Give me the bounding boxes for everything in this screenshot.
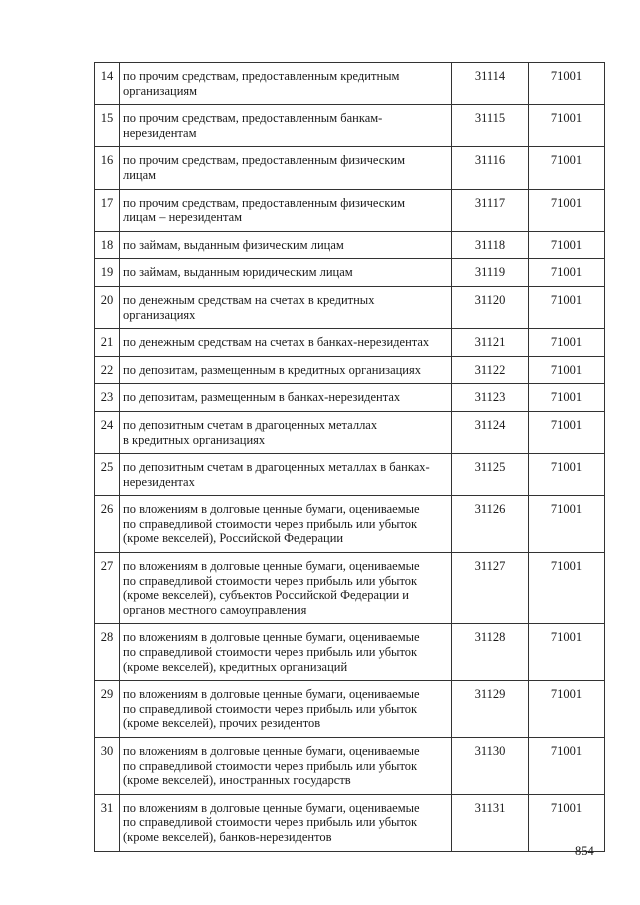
row-number: 20 — [95, 286, 120, 328]
row-description — [120, 105, 452, 147]
description-line: по прочим средствам, предоставленным банкам- — [123, 111, 383, 126]
symbol-code: 71001 — [529, 329, 605, 357]
symbol-code: 71001 — [529, 231, 605, 259]
description-line: по займам, выданным физическим лицам — [123, 237, 344, 252]
description-line: (кроме векселей), кредитных организаций — [123, 659, 348, 674]
description-line: по справедливой стоимости через прибыль или убыток — [123, 516, 418, 531]
table-row — [95, 411, 605, 453]
description-line: по вложениям в долговые ценные бумаги, оцениваемые — [123, 630, 420, 645]
table-row — [95, 231, 605, 259]
account-code: 31116 — [452, 147, 529, 189]
symbol-code: 71001 — [529, 794, 605, 851]
table-row — [95, 384, 605, 412]
row-number: 23 — [95, 384, 120, 412]
row-description — [120, 794, 452, 851]
symbol-code: 71001 — [529, 496, 605, 553]
description-line: по депозитам, размещенным в кредитных организациях — [123, 362, 421, 377]
table-row — [95, 624, 605, 681]
row-number: 22 — [95, 356, 120, 384]
accounts-table — [94, 62, 605, 852]
account-code: 31124 — [452, 411, 529, 453]
description-line: по прочим средствам, предоставленным кредитным — [123, 69, 400, 83]
description-line: по справедливой стоимости через прибыль или убыток — [123, 645, 418, 660]
table-row — [95, 259, 605, 287]
table-row — [95, 794, 605, 851]
table-row — [95, 286, 605, 328]
symbol-code: 71001 — [529, 454, 605, 496]
row-number: 24 — [95, 411, 120, 453]
row-number: 27 — [95, 553, 120, 624]
account-code: 31115 — [452, 105, 529, 147]
row-description — [120, 259, 452, 287]
row-description — [120, 454, 452, 496]
symbol-code: 71001 — [529, 411, 605, 453]
description-line: по денежным средствам на счетах в банках-нерезидентах — [123, 335, 430, 350]
table-row — [95, 329, 605, 357]
symbol-code: 71001 — [529, 681, 605, 738]
symbol-code: 71001 — [529, 553, 605, 624]
description-line: (кроме векселей), иностранных государств — [123, 773, 351, 788]
description-line: организациях — [123, 307, 196, 322]
account-code: 31119 — [452, 259, 529, 287]
description-line: по справедливой стоимости через прибыль или убыток — [123, 701, 418, 716]
row-description — [120, 286, 452, 328]
table-row — [95, 738, 605, 795]
row-number: 25 — [95, 454, 120, 496]
row-description — [120, 496, 452, 553]
description-line: (кроме векселей), прочих резидентов — [123, 716, 321, 731]
symbol-code: 71001 — [529, 63, 605, 105]
row-description — [120, 63, 452, 105]
row-number: 28 — [95, 624, 120, 681]
description-line: по вложениям в долговые ценные бумаги, оцениваемые — [123, 687, 420, 702]
description-line: органов местного самоуправления — [123, 602, 307, 617]
symbol-code: 71001 — [529, 286, 605, 328]
row-description — [120, 147, 452, 189]
account-code: 31121 — [452, 329, 529, 357]
symbol-code: 71001 — [529, 738, 605, 795]
description-line: по вложениям в долговые ценные бумаги, оцениваемые — [123, 502, 420, 517]
row-number: 30 — [95, 738, 120, 795]
description-line: лицам — [123, 167, 157, 182]
account-code: 31127 — [452, 553, 529, 624]
description-line: по вложениям в долговые ценные бумаги, оцениваемые — [123, 800, 420, 815]
description-line: по денежным средствам на счетах в кредитных — [123, 292, 375, 307]
row-description — [120, 231, 452, 259]
account-code: 31120 — [452, 286, 529, 328]
description-line: по прочим средствам, предоставленным физическим — [123, 153, 406, 168]
table-row — [95, 105, 605, 147]
description-line: по справедливой стоимости через прибыль или убыток — [123, 573, 418, 588]
table-row — [95, 147, 605, 189]
row-number: 14 — [95, 63, 120, 105]
symbol-code: 71001 — [529, 384, 605, 412]
row-number: 16 — [95, 147, 120, 189]
row-description — [120, 411, 452, 453]
symbol-code: 71001 — [529, 259, 605, 287]
row-number: 31 — [95, 794, 120, 851]
row-description — [120, 624, 452, 681]
table-row — [95, 681, 605, 738]
description-line: в кредитных организациях — [123, 432, 266, 447]
description-line: по депозитам, размещенным в банках-нерезидентах — [123, 390, 401, 405]
description-line: (кроме векселей), субъектов Российской Федерации и — [123, 588, 409, 603]
row-number: 21 — [95, 329, 120, 357]
description-line: лицам – нерезидентам — [123, 210, 243, 225]
symbol-code: 71001 — [529, 356, 605, 384]
account-code: 31128 — [452, 624, 529, 681]
row-description — [120, 553, 452, 624]
description-line: по вложениям в долговые ценные бумаги, оцениваемые — [123, 559, 420, 574]
table-row — [95, 63, 605, 105]
table-row — [95, 454, 605, 496]
description-line: нерезидентам — [123, 125, 197, 140]
description-line: (кроме векселей), Российской Федерации — [123, 531, 344, 546]
description-line: нерезидентах — [123, 474, 195, 489]
description-line: по займам, выданным юридическим лицам — [123, 265, 353, 280]
description-line: по справедливой стоимости через прибыль или убыток — [123, 758, 418, 773]
row-number: 18 — [95, 231, 120, 259]
table-row — [95, 553, 605, 624]
row-number: 15 — [95, 105, 120, 147]
row-number: 19 — [95, 259, 120, 287]
page-number: 854 — [575, 844, 594, 858]
row-description — [120, 356, 452, 384]
symbol-code: 71001 — [529, 147, 605, 189]
account-code: 31118 — [452, 231, 529, 259]
row-number: 26 — [95, 496, 120, 553]
symbol-code: 71001 — [529, 105, 605, 147]
account-code: 31129 — [452, 681, 529, 738]
account-code: 31122 — [452, 356, 529, 384]
row-number: 29 — [95, 681, 120, 738]
description-line: по вложениям в долговые ценные бумаги, оцениваемые — [123, 744, 420, 758]
description-line: организациям — [123, 83, 198, 98]
account-code: 31123 — [452, 384, 529, 412]
description-line: по справедливой стоимости через прибыль или убыток — [123, 815, 418, 830]
symbol-code: 71001 — [529, 624, 605, 681]
account-code: 31125 — [452, 454, 529, 496]
account-code: 31130 — [452, 738, 529, 795]
row-description — [120, 738, 452, 795]
symbol-code: 71001 — [529, 189, 605, 231]
row-number: 17 — [95, 189, 120, 231]
table-row — [95, 356, 605, 384]
description-line: по депозитным счетам в драгоценных металлах — [123, 417, 378, 432]
table-row — [95, 496, 605, 553]
description-line: по депозитным счетам в драгоценных металлах в банках- — [123, 460, 430, 475]
table-row — [95, 189, 605, 231]
account-code: 31126 — [452, 496, 529, 553]
account-code: 31131 — [452, 794, 529, 851]
row-description — [120, 384, 452, 412]
accounts-table-body — [95, 63, 605, 852]
description-line: (кроме векселей), банков-нерезидентов — [123, 829, 332, 844]
row-description — [120, 681, 452, 738]
row-description — [120, 189, 452, 231]
row-description — [120, 329, 452, 357]
description-line: по прочим средствам, предоставленным физическим — [123, 195, 406, 210]
account-code: 31114 — [452, 63, 529, 105]
account-code: 31117 — [452, 189, 529, 231]
